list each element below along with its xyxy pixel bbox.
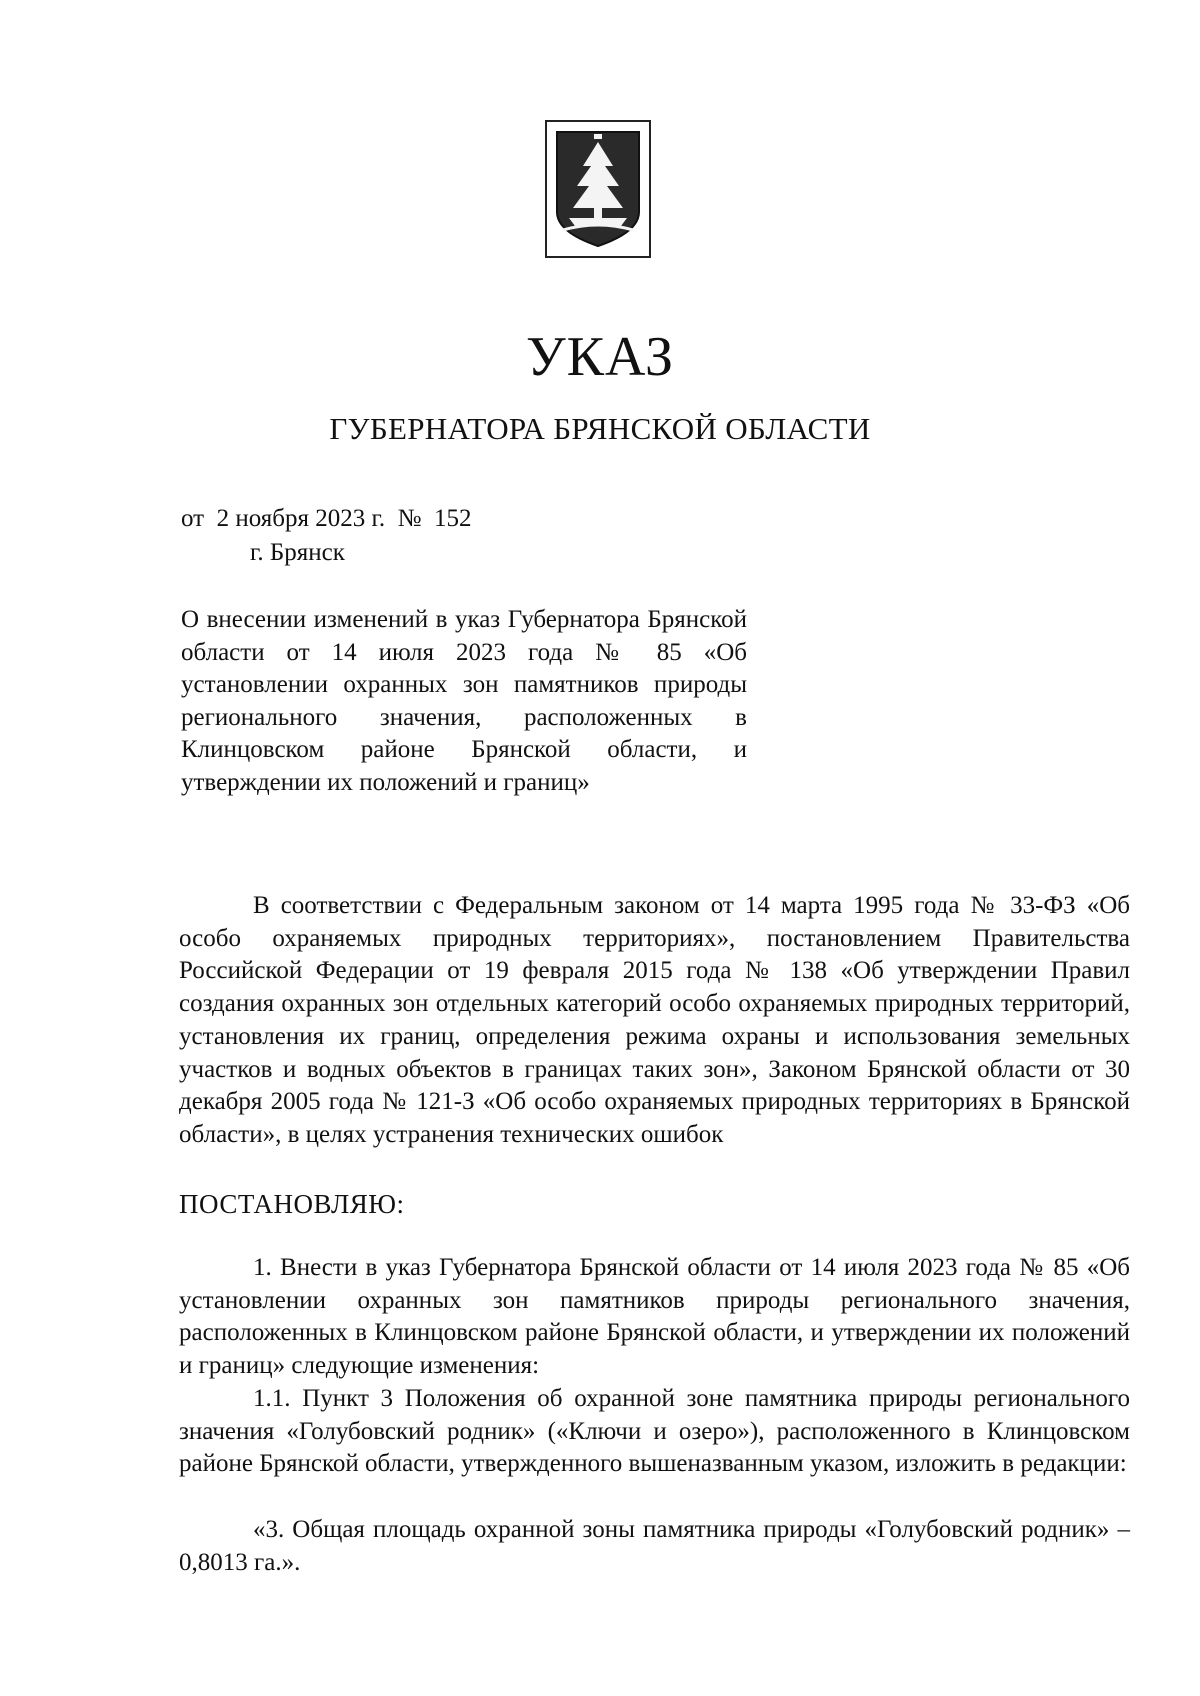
city-line: г. Брянск [250, 539, 345, 566]
document-title: УКАЗ [525, 326, 675, 388]
preamble-paragraph [179, 890, 1130, 1152]
clause-1-1 [179, 1383, 1130, 1481]
decree-word: ПОСТАНОВЛЯЮ: [179, 1189, 405, 1219]
preamble-text: В соответствии с Федеральным законом от 14 марта 1995 года № 33-ФЗ «Об особо охраняемых природных территориях», постановлением Правительства Российской Федерации от 19 февраля 2015 года № 138 «Об утверждении Правил создания охранных зон отдельных категорий особо охраняемых природных территорий, установления их границ, определения режима охраны и использования земельных участков и водных объектов в границах таких зон», Законом Брянской области от 30 декабря 2005 года № 121-З «Об особо охраняемых природных территориях в Брянской области», в целях устранения технических ошибок [179, 892, 1130, 1148]
clause-1 [179, 1252, 1130, 1383]
date-number-line: от 2 ноября 2023 г. № 152 [181, 505, 472, 532]
coat-of-arms-icon [545, 120, 651, 258]
clause-text: «3. Общая площадь охранной зоны памятника природы «Голубовский родник» – 0,8013 га.». [179, 1516, 1130, 1576]
document-subtitle: ГУБЕРНАТОРА БРЯНСКОЙ ОБЛАСТИ [329, 411, 871, 446]
clause-text: 1.1. Пункт 3 Положения об охранной зоне памятника природы регионального значения «Голубовский родник» («Ключи и озеро»), расположенного в Клинцовском районе Брянской области, утвержденного вышеназванным указом, изложить в редакции: [179, 1385, 1130, 1478]
clause-text: 1. Внести в указ Губернатора Брянской области от 14 июля 2023 года № 85 «Об установлении охранных зон памятников природы регионального значения, расположенных в Клинцовском районе Брянской области, и утверждении их положений и границ» следующие изменения: [179, 1254, 1130, 1380]
clause-quote [179, 1514, 1130, 1579]
decree-subject: О внесении изменений в указ Губернатора Брянской области от 14 июля 2023 года № 85 «Об установлении охранных зон памятников природы регионального значения, расположенных в Клинцовском районе Брянской области, и утверждении их положений и границ» [181, 606, 747, 796]
